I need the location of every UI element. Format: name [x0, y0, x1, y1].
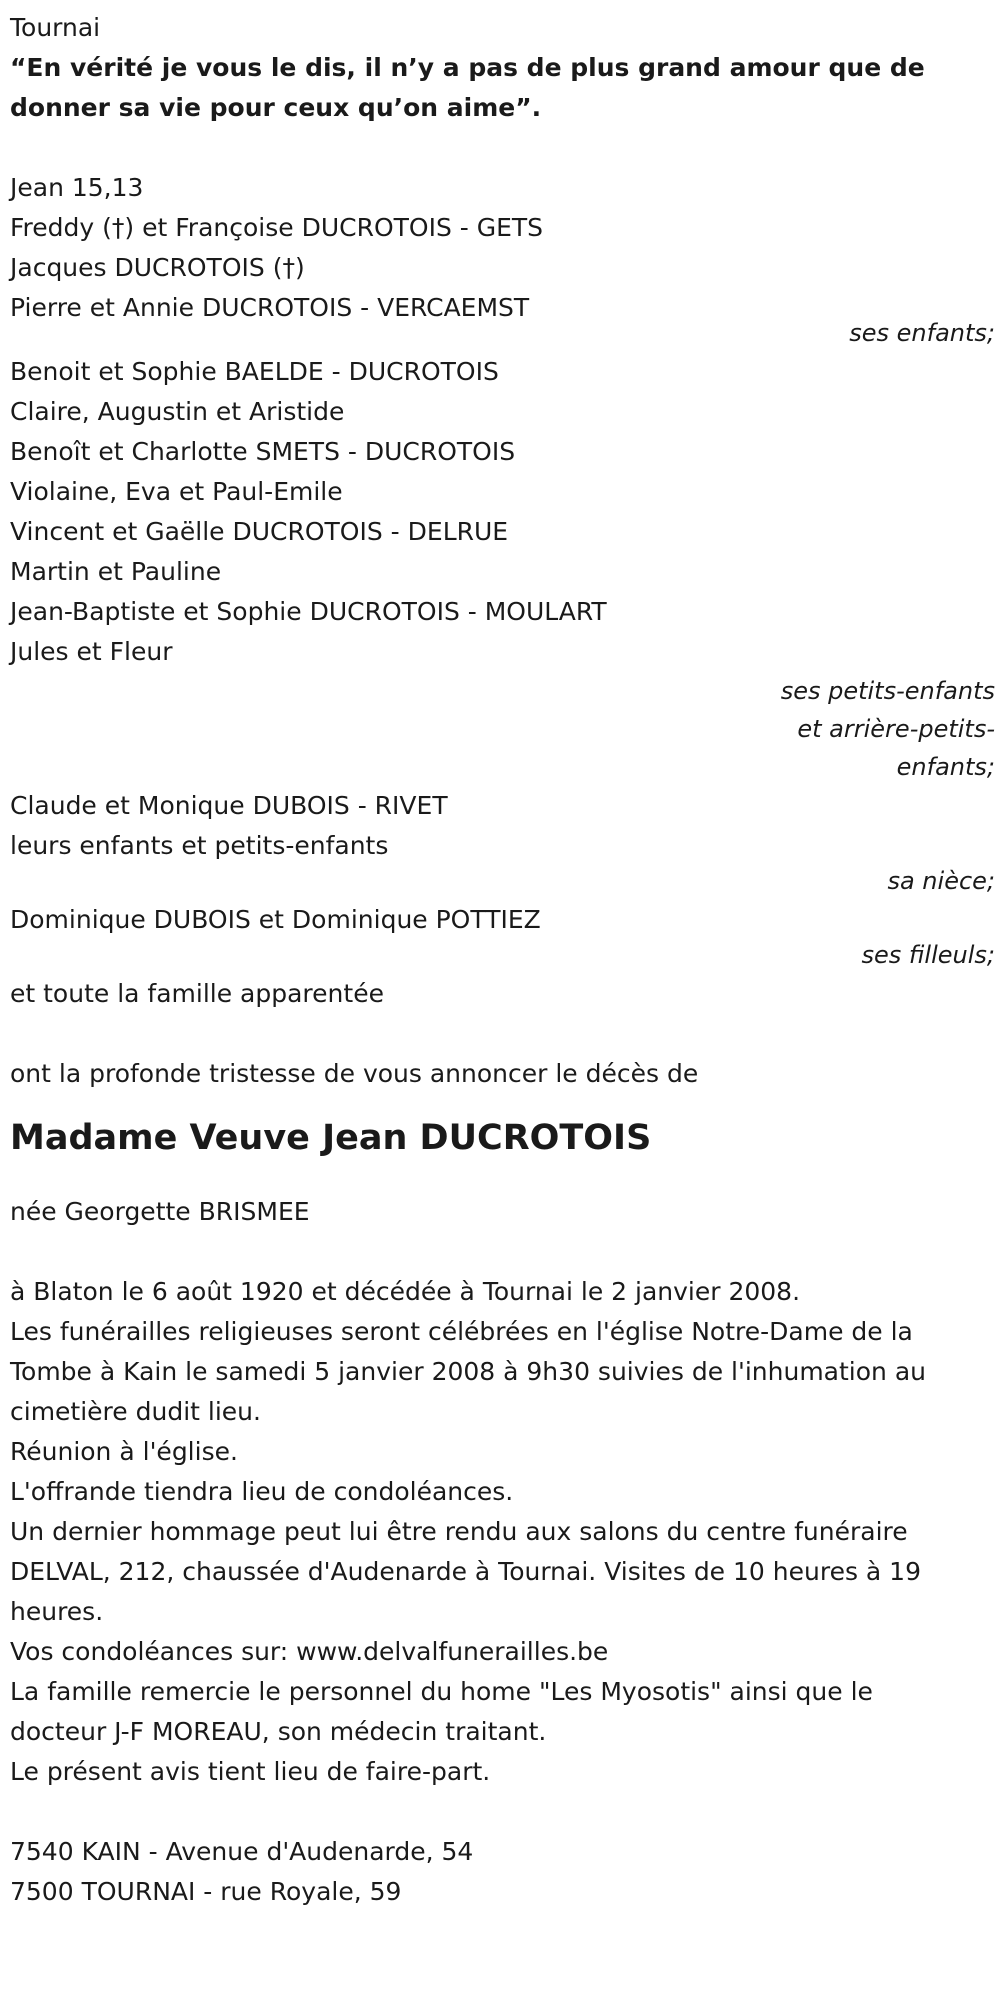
grandchildren-line-7: Jean-Baptiste et Sophie DUCROTOIS - MOULART: [10, 597, 607, 626]
thanks-line-2: docteur J-F MOREAU, son médecin traitant.: [10, 1717, 547, 1746]
funeral-line-3: cimetière dudit lieu.: [10, 1397, 261, 1426]
grandchildren-role-line-3: enfants;: [896, 753, 995, 781]
tribute-line-2: DELVAL, 212, chaussée d'Audenarde à Tournai. Visites de 10 heures à 19: [10, 1557, 921, 1586]
birth-death-dates: à Blaton le 6 août 1920 et décédée à Tournai le 2 janvier 2008.: [10, 1277, 801, 1306]
niece-role: sa nièce;: [887, 867, 995, 895]
thanks-line-1: La famille remercie le personnel du home "Les Myosotis" ainsi que le: [10, 1677, 873, 1706]
funeral-line-1: Les funérailles religieuses seront célébrées en l'église Notre-Dame de la: [10, 1317, 913, 1346]
tribute-line-3: heures.: [10, 1597, 104, 1626]
godchildren-line-1: Dominique DUBOIS et Dominique POTTIEZ: [10, 905, 541, 934]
birth-name: née Georgette BRISMEE: [10, 1197, 310, 1226]
condolences-website: Vos condoléances sur: www.delvalfunerailles.be: [10, 1637, 609, 1666]
grandchildren-role-line-1: ses petits-enfants: [780, 677, 995, 705]
announcement-text: ont la profonde tristesse de vous annoncer le décès de: [10, 1059, 699, 1088]
tribute-line-1: Un dernier hommage peut lui être rendu aux salons du centre funéraire: [10, 1517, 908, 1546]
offering-note: L'offrande tiendra lieu de condoléances.: [10, 1477, 514, 1506]
address-tournai: 7500 TOURNAI - rue Royale, 59: [10, 1877, 402, 1906]
obituary-notice: [10, 8, 995, 1912]
grandchildren-line-5: Vincent et Gaëlle DUCROTOIS - DELRUE: [10, 517, 509, 546]
grandchildren-line-6: Martin et Pauline: [10, 557, 222, 586]
bible-quote-line-2: donner sa vie pour ceux qu’on aime”.: [10, 93, 542, 122]
place-name: Tournai: [10, 13, 101, 42]
bible-reference: Jean 15,13: [10, 173, 144, 202]
children-line-2: Jacques DUCROTOIS (†): [10, 253, 305, 282]
deceased-name: Madame Veuve Jean DUCROTOIS: [10, 1118, 652, 1158]
meeting-place: Réunion à l'église.: [10, 1437, 238, 1466]
extended-family: et toute la famille apparentée: [10, 979, 384, 1008]
grandchildren-line-3: Benoît et Charlotte SMETS - DUCROTOIS: [10, 437, 516, 466]
grandchildren-role-line-2: et arrière-petits-: [797, 715, 995, 743]
godchildren-role: ses filleuls;: [861, 941, 995, 969]
funeral-line-2: Tombe à Kain le samedi 5 janvier 2008 à 9h30 suivies de l'inhumation au: [10, 1357, 926, 1386]
children-line-3: Pierre et Annie DUCROTOIS - VERCAEMST: [10, 293, 530, 322]
address-kain: 7540 KAIN - Avenue d'Audenarde, 54: [10, 1837, 474, 1866]
grandchildren-line-8: Jules et Fleur: [10, 637, 173, 666]
children-role: ses enfants;: [849, 319, 995, 347]
niece-line-2: leurs enfants et petits-enfants: [10, 831, 389, 860]
grandchildren-line-4: Violaine, Eva et Paul-Emile: [10, 477, 343, 506]
niece-line-1: Claude et Monique DUBOIS - RIVET: [10, 791, 448, 820]
notice-text: Le présent avis tient lieu de faire-part.: [10, 1757, 491, 1786]
children-line-1: Freddy (†) et Françoise DUCROTOIS - GETS: [10, 213, 544, 242]
grandchildren-line-2: Claire, Augustin et Aristide: [10, 397, 345, 426]
grandchildren-line-1: Benoit et Sophie BAELDE - DUCROTOIS: [10, 357, 499, 386]
bible-quote-line-1: “En vérité je vous le dis, il n’y a pas de plus grand amour que de: [10, 53, 925, 82]
